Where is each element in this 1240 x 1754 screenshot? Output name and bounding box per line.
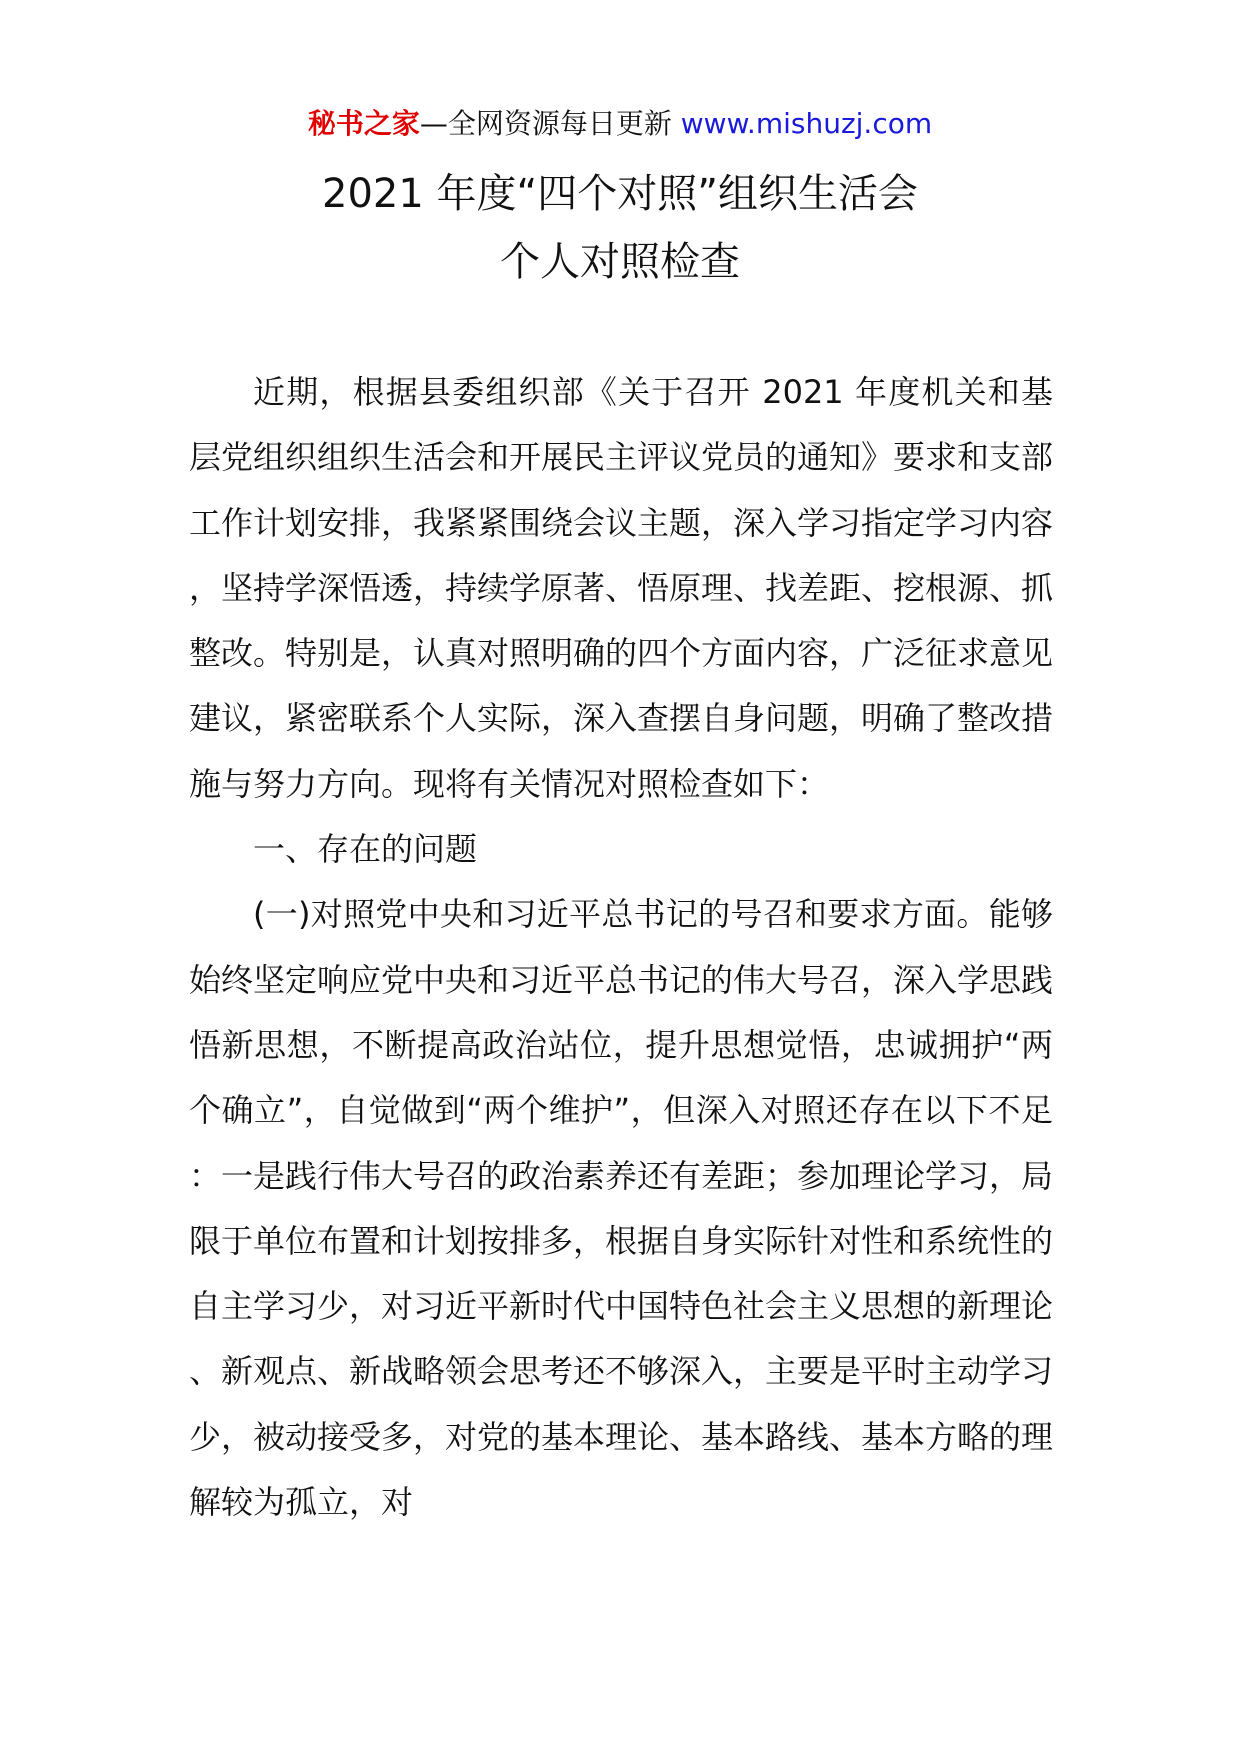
website-link[interactable]: www.mishuzj.com: [680, 107, 933, 140]
source-header: [0, 100, 1240, 148]
section-paragraph: (一)对照党中央和习近平总书记的号召和要求方面。能够始终坚定响应党中央和习近平总书记的伟大号召，深入学思践悟新思想，不断提高政治站位，提升思想觉悟，忠诚拥护“两个确立”，自觉做到“两个维护”，但深入对照还存在以下不足：一是践行伟大号召的政治素养还有差距；参加理论学习，局限于单位布置和计划按排多，根据自身实际针对性和系统性的自主学习少，对习近平新时代中国特色社会主义思想的新理论、新观点、新战略领会思考还不够深入，主要是平时主动学习少，被动接受多，对党的基本理论、基本路线、基本方略的理解较为孤立，对: [189, 895, 1054, 1522]
document-body: [189, 360, 1053, 1535]
brand-name: 秘书之家: [307, 107, 420, 140]
section-heading: 一、存在的问题: [253, 830, 478, 869]
header-tagline: —全网资源每日更新: [419, 107, 681, 140]
intro-paragraph: 近期，根据县委组织部《关于召开 2021 年度机关和基层党组织组织生活会和开展民主评议党员的通知》要求和支部工作计划安排，我紧紧围绕会议主题，深入学习指定学习内容，坚持学深悟透，持续学原著、悟原理、找差距、挖根源、抓整改。特别是，认真对照明确的四个方面内容，广泛征求意见建议，紧密联系个人实际，深入查摆自身问题，明确了整改措施与努力方向。现将有关情况对照检查如下：: [189, 373, 1054, 803]
document-title: 2021 年度“四个对照”组织生活会: [322, 171, 918, 217]
document-subtitle: 个人对照检查: [500, 239, 740, 285]
